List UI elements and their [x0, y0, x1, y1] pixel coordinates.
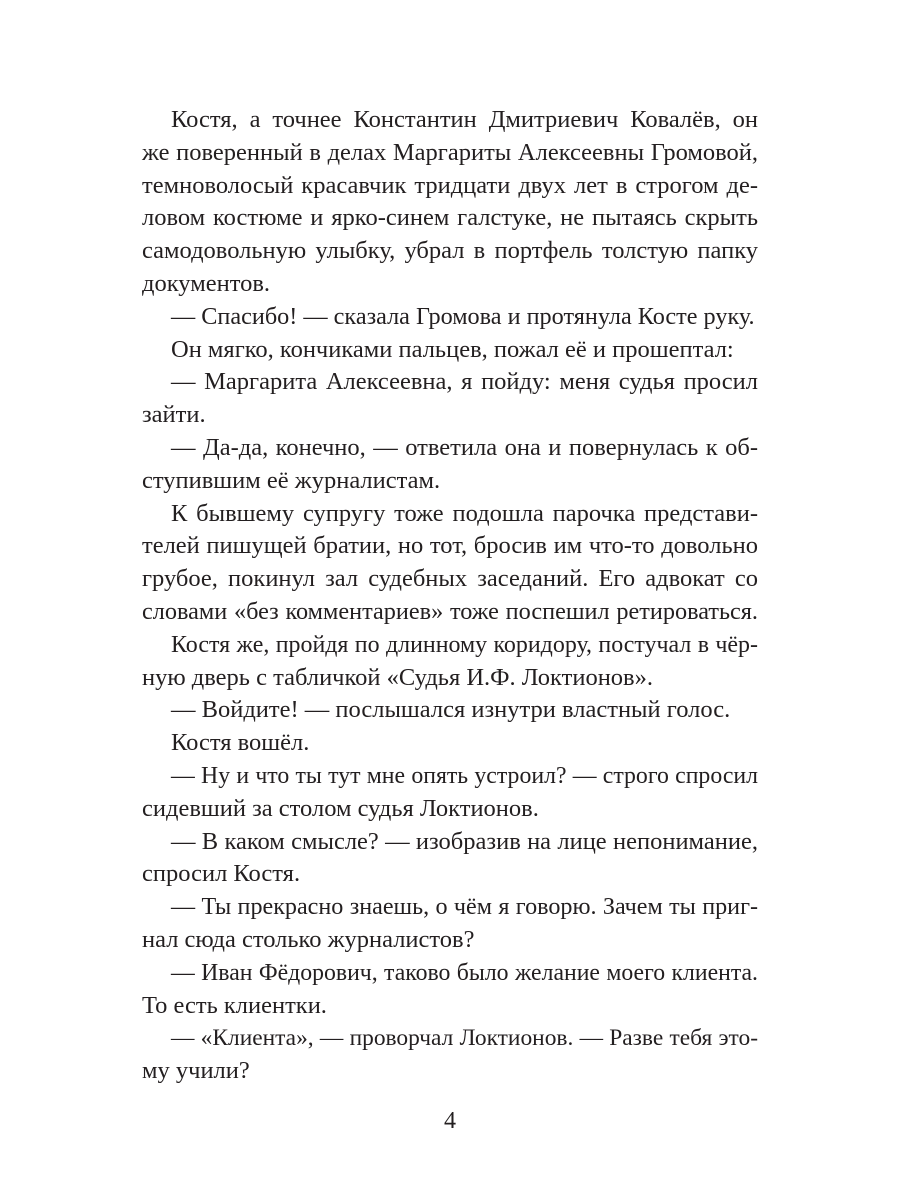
text-line: Костя же, пройдя по длинному коридору, постучал в чёр- [171, 631, 758, 658]
text-line: — Ты прекрасно знаешь, о чём я говорю. Зачем ты приг- [171, 894, 758, 921]
body-text [142, 104, 758, 1088]
text-line: же поверенный в делах Маргариты Алексеевны Громовой, [142, 138, 758, 166]
text-line: — Ну и что ты тут мне опять устроил? — строго спросил [171, 762, 758, 789]
text-line: телей пишущей братии, но тот, бросив им что-то довольно [142, 532, 758, 560]
text-line: нал сюда столько журналистов? [142, 925, 475, 953]
text-line: ную дверь с табличкой «Судья И.Ф. Локтионов». [142, 663, 653, 691]
text-line: спросил Костя. [142, 860, 301, 888]
text-line: — «Клиента», — проворчал Локтионов. — Разве тебя это- [171, 1025, 758, 1052]
text-line: Он мягко, кончиками пальцев, пожал её и прошептал: [171, 335, 734, 363]
text-line: Костя вошёл. [171, 729, 310, 757]
text-line: Костя, а точнее Константин Дмитриевич Ковалёв, он [171, 106, 758, 133]
text-line: темноволосый красавчик тридцати двух лет в строгом де- [142, 171, 758, 199]
text-line: — Войдите! — послышался изнутри властный голос. [171, 696, 731, 724]
text-line: — В каком смысле? — изобразив на лице непонимание, [171, 827, 758, 855]
text-line: словами «без комментариев» тоже поспешил ретироваться. [142, 597, 758, 625]
text-line: документов. [142, 269, 271, 297]
text-line: — Иван Фёдорович, таково было желание моего клиента. [171, 959, 758, 986]
text-line: То есть клиентки. [142, 991, 327, 1019]
text-line: — Маргарита Алексеевна, я пойду: меня судья просил [171, 368, 758, 396]
text-line: му учили? [142, 1057, 250, 1085]
text-line: ловом костюме и ярко-синем галстуке, не пытаясь скрыть [142, 204, 758, 232]
text-line: зайти. [142, 401, 206, 429]
text-line: самодовольную улыбку, убрал в портфель толстую папку [142, 237, 758, 265]
text-line: сидевший за столом судья Локтионов. [142, 794, 539, 822]
text-line: К бывшему супругу тоже подошла парочка представи- [171, 499, 758, 527]
text-line: — Да-да, конечно, — ответила она и повернулась к об- [171, 433, 758, 461]
text-line: грубое, покинул зал судебных заседаний. Его адвокат со [142, 565, 758, 593]
text-line: ступившим её журналистам. [142, 466, 441, 494]
text-line: — Спасибо! — сказала Громова и протянула Косте руку. [171, 302, 755, 330]
page-number: 4 [444, 1108, 456, 1134]
